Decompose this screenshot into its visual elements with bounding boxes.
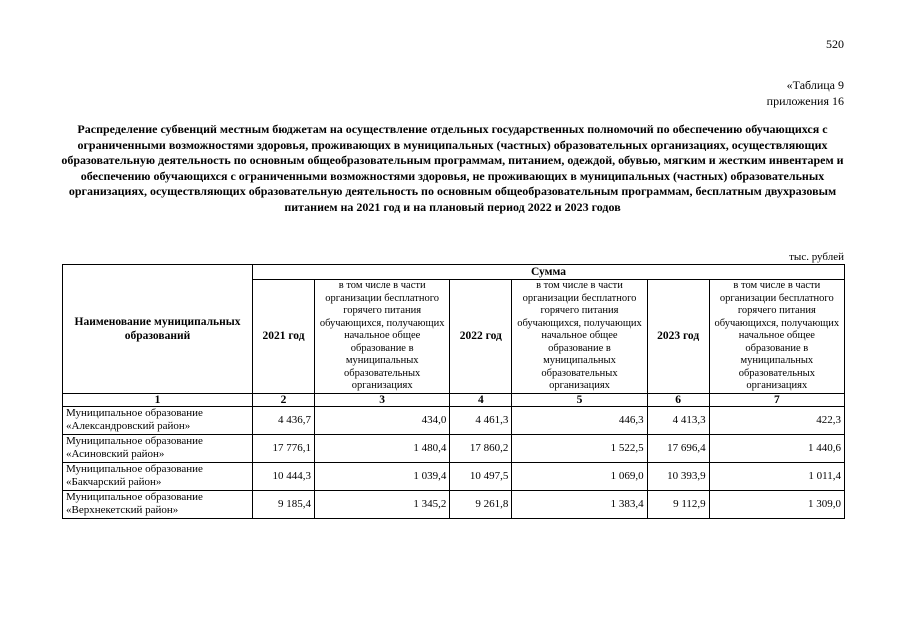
value-2022: 9 261,8: [450, 490, 512, 518]
municipality-name: [63, 490, 253, 518]
value-detail-2022: 446,3: [512, 406, 647, 434]
municipality-name: [63, 462, 253, 490]
value-2022: 17 860,2: [450, 434, 512, 462]
table-reference-line1: «Таблица 9: [786, 78, 844, 92]
header-detail-2023: в том числе в части организации бесплатного горячего питания обучающихся, получающих начальное общее образование в муниципальных образовательных организациях: [709, 280, 844, 394]
header-2021: 2021 год: [253, 280, 315, 394]
municipality-name-line2: «Верхнекетский район»: [66, 504, 179, 516]
table-row: [63, 434, 845, 462]
value-detail-2023: 1 440,6: [709, 434, 844, 462]
header-name: Наименование муниципальных образований: [63, 265, 253, 394]
column-number: 1: [63, 393, 253, 406]
value-detail-2023: 1 309,0: [709, 490, 844, 518]
value-detail-2021: 434,0: [315, 406, 450, 434]
municipality-name-line1: Муниципальное образование: [66, 407, 203, 419]
value-detail-2022: 1 383,4: [512, 490, 647, 518]
value-2021: 9 185,4: [253, 490, 315, 518]
column-number: 6: [647, 393, 709, 406]
table-row: [63, 462, 845, 490]
document-title: Распределение субвенций местным бюджетам на осуществление отдельных государственных полномочий по обеспечению обучающихся с ограниченными возможностями здоровья, проживающих в муниципальных (частных) образовательных организациях, осуществляющих образовательную деятельность по основным общеобразовательным программам, питанием, одеждой, обувью, мягким и жестким инвентарем и обеспечению обучающихся с ограниченными возможностями здоровья, не проживающих в муниципальных (частных) образовательных организациях, осуществляющих образовательную деятельность по основным общеобразовательным программам, бесплатным двухразовым питанием на 2021 год и на плановый период 2022 и 2023 годов: [61, 122, 844, 214]
budget-table: [62, 264, 845, 519]
value-2023: 10 393,9: [647, 462, 709, 490]
column-number: 7: [709, 393, 844, 406]
value-2021: 10 444,3: [253, 462, 315, 490]
municipality-name-line2: «Бакчарский район»: [66, 476, 162, 488]
header-sum: Сумма: [253, 265, 845, 280]
municipality-name-line1: Муниципальное образование: [66, 463, 203, 475]
header-detail-2022: в том числе в части организации бесплатного горячего питания обучающихся, получающих начальное общее образование в муниципальных образовательных организациях: [512, 280, 647, 394]
header-2022: 2022 год: [450, 280, 512, 394]
value-2021: 17 776,1: [253, 434, 315, 462]
table-row: [63, 490, 845, 518]
value-2022: 4 461,3: [450, 406, 512, 434]
column-number: 5: [512, 393, 647, 406]
table-reference-line2: приложения 16: [766, 94, 844, 108]
units-label: тыс. рублей: [789, 251, 844, 263]
value-detail-2021: 1 039,4: [315, 462, 450, 490]
column-number: 3: [315, 393, 450, 406]
municipality-name: [63, 406, 253, 434]
municipality-name-line2: «Александровский район»: [66, 420, 191, 432]
value-detail-2021: 1 345,2: [315, 490, 450, 518]
value-detail-2022: 1 522,5: [512, 434, 647, 462]
value-2023: 4 413,3: [647, 406, 709, 434]
page-number: 520: [826, 37, 844, 51]
value-detail-2022: 1 069,0: [512, 462, 647, 490]
municipality-name: [63, 434, 253, 462]
column-number: 4: [450, 393, 512, 406]
municipality-name-line1: Муниципальное образование: [66, 435, 203, 447]
table-row: [63, 406, 845, 434]
header-2023: 2023 год: [647, 280, 709, 394]
value-2023: 17 696,4: [647, 434, 709, 462]
value-2023: 9 112,9: [647, 490, 709, 518]
value-detail-2023: 1 011,4: [709, 462, 844, 490]
value-2022: 10 497,5: [450, 462, 512, 490]
municipality-name-line1: Муниципальное образование: [66, 491, 203, 503]
value-2021: 4 436,7: [253, 406, 315, 434]
column-number: 2: [253, 393, 315, 406]
value-detail-2023: 422,3: [709, 406, 844, 434]
municipality-name-line2: «Асиновский район»: [66, 448, 165, 460]
table-reference: [767, 77, 844, 109]
header-detail-2021: в том числе в части организации бесплатного горячего питания обучающихся, получающих начальное общее образование в муниципальных образовательных организациях: [315, 280, 450, 394]
value-detail-2021: 1 480,4: [315, 434, 450, 462]
